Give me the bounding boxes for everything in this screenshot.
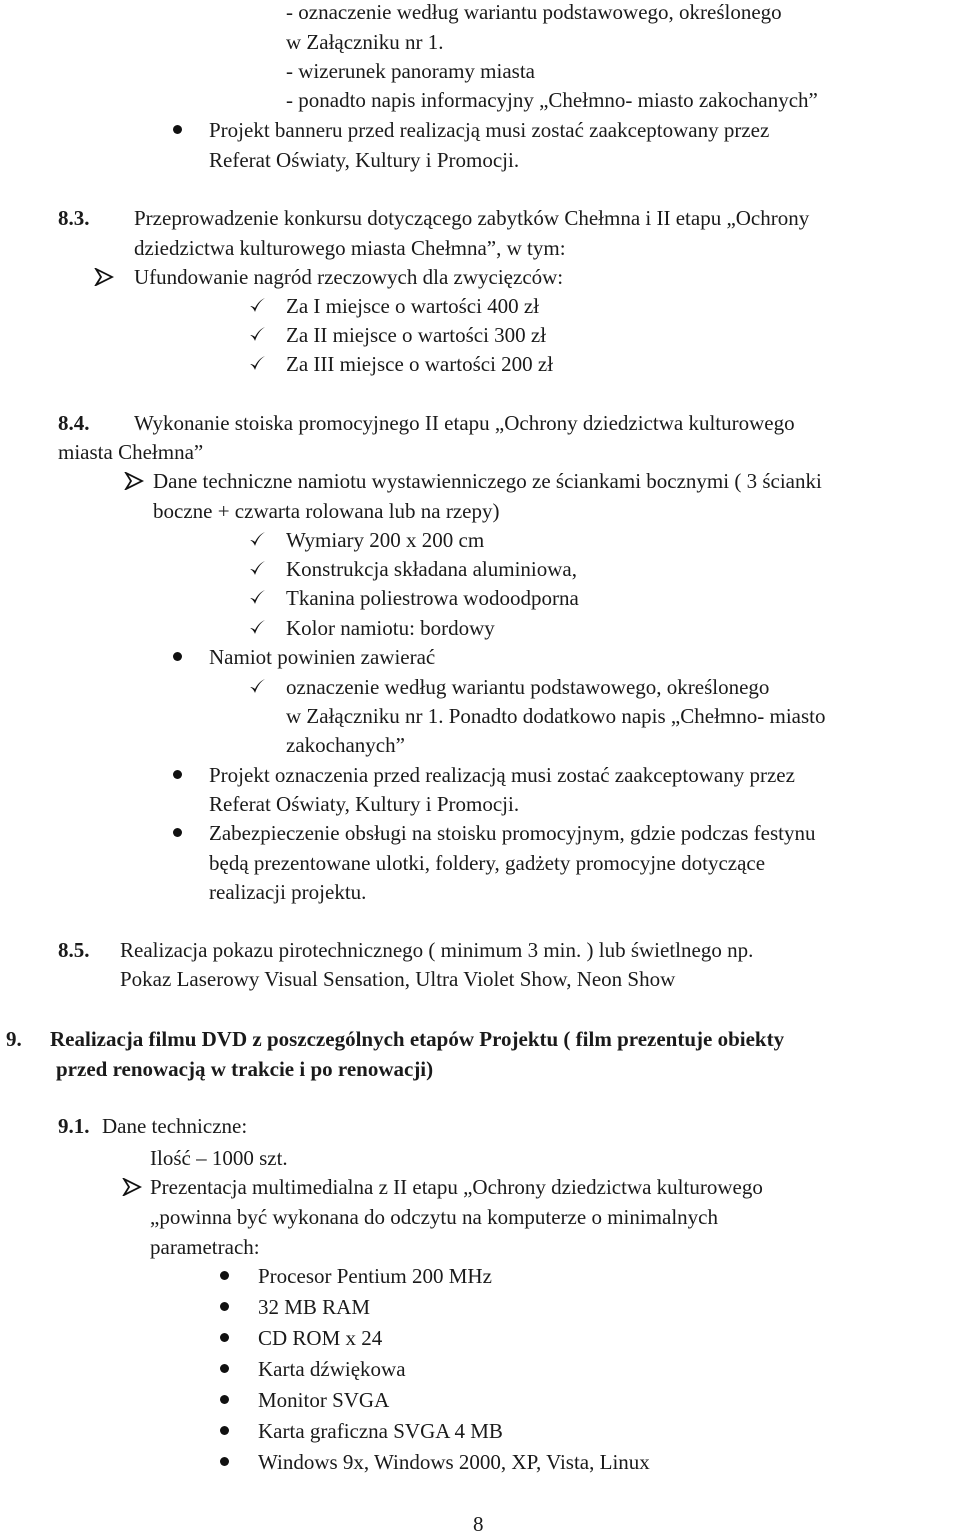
stand-service-line-2: będą prezentowane ulotki, foldery, gadżety promocyjne dotyczące: [209, 851, 766, 875]
top-line-1: - oznaczenie według wariantu podstawowego, określonego: [286, 0, 782, 24]
checkmark-icon: [248, 618, 266, 636]
tent-spec-2: Konstrukcja składana aluminiowa,: [286, 557, 578, 581]
bullet-icon: [173, 770, 182, 779]
multimedia-line-1: Prezentacja multimedialna z II etapu „Ochrony dziedzictwa kulturowego: [150, 1175, 763, 1199]
section-9-1-number: 9.1.: [58, 1114, 90, 1138]
bullet-icon: [173, 652, 182, 661]
tent-spec-1: Wymiary 200 x 200 cm: [286, 528, 485, 552]
bullet-icon: [173, 828, 182, 837]
section-9-1-title: Dane techniczne:: [102, 1114, 248, 1138]
prize-2: Za II miejsce o wartości 300 zł: [286, 323, 547, 347]
tent-spec-4: Kolor namiotu: bordowy: [286, 616, 495, 640]
bullet-icon: [220, 1333, 229, 1342]
section-9-number: 9.: [6, 1027, 22, 1051]
tent-spec-3: Tkanina poliestrowa wodoodporna: [286, 586, 579, 610]
section-8-3-number: 8.3.: [58, 206, 90, 230]
section-8-3-line-2: dziedzictwa kulturowego miasta Chełmna”, w tym:: [134, 236, 566, 260]
requirement-item: Windows 9x, Windows 2000, XP, Vista, Linux: [258, 1450, 650, 1474]
tent-specs-line-1: Dane techniczne namiotu wystawienniczego ze ściankami bocznymi ( 3 ścianki: [153, 469, 822, 493]
prize-1: Za I miejsce o wartości 400 zł: [286, 294, 540, 318]
requirement-item: 32 MB RAM: [258, 1295, 371, 1319]
bullet-icon: [220, 1302, 229, 1311]
prize-3: Za III miejsce o wartości 200 zł: [286, 352, 554, 376]
marking-approval-line-2: Referat Oświaty, Kultury i Promocji.: [209, 792, 520, 816]
requirement-item: Karta graficzna SVGA 4 MB: [258, 1419, 503, 1443]
section-8-4-line-2: miasta Chełmna”: [58, 440, 204, 464]
stand-service-line-3: realizacji projektu.: [209, 880, 367, 904]
multimedia-line-2: „powinna być wykonana do odczytu na komputerze o minimalnych: [150, 1205, 719, 1229]
checkmark-icon: [248, 559, 266, 577]
stand-service-line-1: Zabezpieczenie obsługi na stoisku promocyjnym, gdzie podczas festynu: [209, 821, 816, 845]
quantity-line: Ilość – 1000 szt.: [150, 1146, 288, 1170]
bullet-icon: [220, 1364, 229, 1373]
section-8-5-line-2: Pokaz Laserowy Visual Sensation, Ultra Violet Show, Neon Show: [120, 967, 676, 991]
checkmark-icon: [248, 354, 266, 372]
section-8-4-number: 8.4.: [58, 411, 90, 435]
bullet-icon: [173, 125, 182, 134]
arrow-bullet-icon: [122, 1178, 142, 1196]
requirement-item: Monitor SVGA: [258, 1388, 390, 1412]
bullet-icon: [220, 1426, 229, 1435]
section-8-3-line-1: Przeprowadzenie konkursu dotyczącego zabytków Chełmna i II etapu „Ochrony: [134, 206, 810, 230]
requirement-item: Procesor Pentium 200 MHz: [258, 1264, 492, 1288]
top-line-4: - ponadto napis informacyjny „Chełmno- miasto zakochanych”: [286, 88, 818, 112]
arrow-bullet-icon: [124, 472, 144, 490]
tent-marking-line-2: w Załączniku nr 1. Ponadto dodatkowo napis „Chełmno- miasto: [286, 704, 826, 728]
banner-approval-line-1: Projekt banneru przed realizacją musi zostać zaakceptowany przez: [209, 118, 770, 142]
tent-specs-line-2: boczne + czwarta rolowana lub na rzepy): [153, 499, 500, 523]
requirement-item: CD ROM x 24: [258, 1326, 383, 1350]
section-9-line-1: Realizacja filmu DVD z poszczególnych etapów Projektu ( film prezentuje obiekty: [50, 1027, 785, 1051]
multimedia-line-3: parametrach:: [150, 1235, 260, 1259]
arrow-bullet-icon: [94, 268, 114, 286]
top-line-2: w Załączniku nr 1.: [286, 30, 444, 54]
tent-marking-line-3: zakochanych”: [286, 733, 405, 757]
section-9-line-2: przed renowacją w trakcie i po renowacji): [56, 1057, 434, 1081]
prizes-heading: Ufundowanie nagród rzeczowych dla zwycięzców:: [134, 265, 564, 289]
requirement-item: Karta dźwiękowa: [258, 1357, 406, 1381]
banner-approval-line-2: Referat Oświaty, Kultury i Promocji.: [209, 148, 520, 172]
page-number: 8: [473, 1512, 484, 1536]
checkmark-icon: [248, 588, 266, 606]
bullet-icon: [220, 1271, 229, 1280]
checkmark-icon: [248, 296, 266, 314]
bullet-icon: [220, 1395, 229, 1404]
checkmark-icon: [248, 325, 266, 343]
checkmark-icon: [248, 677, 266, 695]
section-8-4-line-1: Wykonanie stoiska promocyjnego II etapu „Ochrony dziedzictwa kulturowego: [134, 411, 795, 435]
tent-contents-heading: Namiot powinien zawierać: [209, 645, 436, 669]
checkmark-icon: [248, 530, 266, 548]
top-line-3: - wizerunek panoramy miasta: [286, 59, 535, 83]
tent-marking-line-1: oznaczenie według wariantu podstawowego, określonego: [286, 675, 770, 699]
section-8-5-number: 8.5.: [58, 938, 90, 962]
section-8-5-line-1: Realizacja pokazu pirotechnicznego ( minimum 3 min. ) lub świetlnego np.: [120, 938, 754, 962]
marking-approval-line-1: Projekt oznaczenia przed realizacją musi zostać zaakceptowany przez: [209, 763, 795, 787]
bullet-icon: [220, 1457, 229, 1466]
